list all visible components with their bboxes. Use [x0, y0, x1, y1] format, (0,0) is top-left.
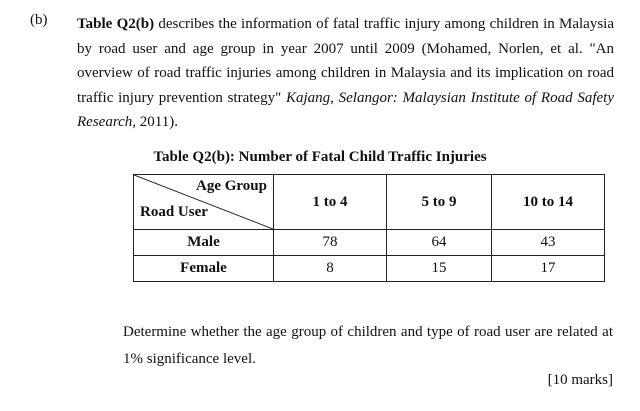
citation-year: , 2011).: [132, 114, 178, 130]
table-cell: 64: [387, 230, 492, 256]
intro-text: describes the information of fatal traffic injury among children in Malaysia by road user and age group in year 2007 until 2009 (Mohamed, Norlen, et al. "An overview of road traffic injuries among children in Malaysia and its implication on road traffic injury prevention strategy": [77, 16, 614, 106]
column-header: 1 to 4: [274, 175, 387, 230]
table-row: [134, 230, 605, 256]
question-text: Determine whether the age group of children and type of road user are related at 1% significance level.: [123, 324, 613, 367]
publisher-citation: Kajang, Selangor: Malaysian Institute of Road Safety Research: [77, 89, 614, 130]
table-cell: 43: [492, 230, 605, 256]
column-axis-label: Age Group: [196, 178, 267, 194]
table-cell: 8: [274, 256, 387, 282]
table-cell: 78: [274, 230, 387, 256]
table-cell: 17: [492, 256, 605, 282]
column-header: 10 to 14: [492, 175, 605, 230]
table-cell: 15: [387, 256, 492, 282]
column-header: 5 to 9: [387, 175, 492, 230]
question-label: (b): [30, 12, 48, 28]
fatal-injuries-table: [133, 174, 605, 282]
table-row: [134, 256, 605, 282]
row-label: Male: [134, 230, 274, 256]
table-corner-cell: [134, 175, 274, 230]
marks-label: [10 marks]: [547, 372, 613, 388]
table-header-row: [134, 175, 605, 230]
row-label: Female: [134, 256, 274, 282]
row-axis-label: Road User: [140, 204, 208, 220]
table-reference: Table Q2(b): [77, 16, 155, 32]
table-caption: Table Q2(b): Number of Fatal Child Traffic Injuries: [153, 149, 487, 165]
intro-paragraph: [77, 12, 614, 135]
